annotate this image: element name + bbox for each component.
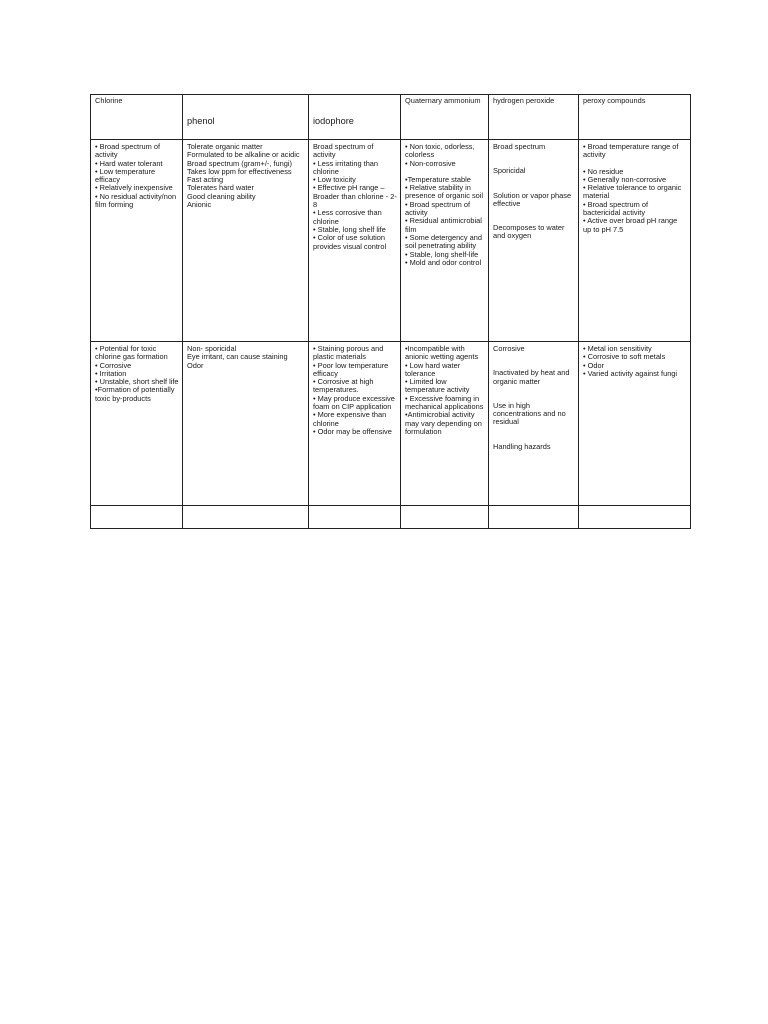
disadvantage-item: • Excessive foaming in mechanical applications: [405, 393, 484, 412]
disadvantage-item: Inactivated by heat and organic matter: [493, 368, 570, 386]
disadvantage-item: • Corrosive at high temperatures.: [313, 377, 374, 395]
disadvantage-item: • Corrosive: [95, 360, 132, 370]
disadvantages-cell: [579, 342, 691, 506]
disadvantage-item: • Metal ion sensitivity: [583, 344, 652, 353]
disadvantage-item: • Corrosive to soft metals: [583, 352, 666, 362]
disadvantage-item: • May produce excessive foam on CIP application: [313, 393, 395, 412]
advantage-item: • Residual antimicrobial film: [405, 216, 482, 234]
spacer: [493, 427, 575, 435]
disadvantage-item: • Odor may be offensive: [313, 426, 392, 436]
advantage-item: Broad spectrum (gram+/-, fungi): [187, 158, 292, 168]
disadvantage-item: • Potential for toxic chlorine gas formation: [95, 344, 168, 362]
disadvantage-item: Eye irritant, can cause staining: [187, 352, 288, 362]
advantage-item: • Broad spectrum of activity: [95, 142, 161, 160]
advantages-cell: [309, 140, 401, 342]
disadvantage-item: • Odor: [583, 360, 605, 370]
column-header: hydrogen peroxide: [493, 96, 555, 105]
advantage-item: • Broad spectrum of bactericidal activity: [583, 199, 649, 218]
advantage-item: • Hard water tolerant: [95, 158, 163, 168]
empty-cell: [91, 506, 183, 529]
advantage-item: • Non toxic, odorless, colorless: [405, 142, 475, 160]
advantages-row: [91, 140, 691, 342]
advantage-item: • Active over broad pH range up to pH 7.5: [583, 216, 678, 234]
disadvantages-cell: [183, 342, 309, 506]
advantages-cell: [579, 140, 691, 342]
disadvantage-item: • Limited low temperature activity: [405, 377, 470, 395]
column-header: phenol: [187, 116, 215, 126]
header-cell: [401, 95, 489, 140]
advantage-item: • Color of use solution provides visual control: [313, 233, 387, 251]
disadvantage-item: • Irritation: [95, 368, 127, 378]
disadvantage-item: •Incompatible with anionic wetting agents: [405, 344, 479, 362]
advantage-item: • Broad temperature range of activity: [583, 142, 679, 160]
empty-row: [91, 506, 691, 529]
spacer: [493, 353, 575, 361]
advantage-item: • Non-corrosive: [405, 158, 456, 168]
advantages-cell: [183, 140, 309, 342]
column-header: peroxy compounds: [583, 96, 646, 105]
disadvantage-item: • Poor low temperature efficacy: [313, 360, 389, 378]
disadvantages-cell: [91, 342, 183, 506]
disadvantage-item: • Varied activity against fungi: [583, 368, 678, 378]
spacer: [493, 208, 575, 216]
disadvantage-item: Use in high concentrations and no residual: [493, 400, 566, 427]
empty-cell: [183, 506, 309, 529]
disadvantages-cell: [309, 342, 401, 506]
empty-cell: [579, 506, 691, 529]
disadvantage-item: • More expensive than chlorine: [313, 410, 387, 428]
advantage-item: • Stable, long shelf-life: [405, 249, 479, 259]
advantage-item: Decomposes to water and oxygen: [493, 223, 565, 241]
advantage-item: Anionic: [187, 200, 212, 210]
advantage-item: Fast acting: [187, 175, 224, 185]
disadvantage-item: • Staining porous and plastic materials: [313, 344, 384, 362]
advantage-item: • Less corrosive than chlorine: [313, 208, 382, 226]
advantage-item: • No residual activity/non film forming: [95, 191, 177, 210]
disadvantage-item: •Formation of potentially toxic by-products: [95, 385, 175, 403]
advantage-item: • Broad spectrum of activity: [405, 199, 471, 218]
advantage-item: • Stable, long shelf life: [313, 224, 386, 234]
header-row: [91, 95, 691, 140]
advantage-item: • Low temperature efficacy: [95, 166, 156, 185]
empty-cell: [489, 506, 579, 529]
advantages-cell: [489, 140, 579, 342]
advantage-item: • Low toxicity: [313, 175, 356, 185]
advantage-item: • Less irritating than chlorine: [313, 158, 379, 176]
advantage-item: Tolerates hard water: [187, 183, 254, 193]
advantage-item: Takes low ppm for effectiveness: [187, 166, 292, 176]
disadvantage-item: Non- sporicidal: [187, 344, 237, 353]
disadvantage-item: • Unstable, short shelf life: [95, 377, 179, 387]
advantage-item: Broad spectrum: [493, 142, 546, 151]
disadvantage-item: Corrosive: [493, 344, 525, 353]
header-cell: [579, 95, 691, 140]
advantage-item: •Temperature stable: [405, 174, 471, 184]
header-cell: [309, 95, 401, 140]
advantages-cell: [401, 140, 489, 342]
column-header: Chlorine: [95, 96, 123, 105]
column-header: Quaternary ammonium: [405, 96, 481, 105]
header-cell: [489, 95, 579, 140]
disadvantages-cell: [489, 342, 579, 506]
advantage-item: • Relative stability in presence of organic soil: [405, 183, 484, 201]
advantage-item: Broad spectrum of activity: [313, 142, 374, 160]
header-cell: [183, 95, 309, 140]
empty-cell: [309, 506, 401, 529]
advantage-item: • Generally non-corrosive: [583, 174, 667, 184]
advantage-item: • Relative tolerance to organic material: [583, 183, 682, 201]
sanitizer-comparison-table: [90, 94, 691, 529]
disadvantage-item: Handling hazards: [493, 441, 551, 451]
disadvantage-item: •Antimicrobial activity may vary depending on formulation: [405, 410, 482, 436]
header-cell: [91, 95, 183, 140]
disadvantage-item: Odor: [187, 360, 204, 370]
advantage-item: • Mold and odor control: [405, 257, 482, 267]
disadvantages-cell: [401, 342, 489, 506]
advantage-item: Tolerate organic matter: [187, 142, 263, 151]
advantage-item: • Some detergency and soil penetrating ability: [405, 232, 482, 251]
spacer: [493, 176, 575, 184]
empty-cell: [401, 506, 489, 529]
disadvantages-row: [91, 342, 691, 506]
spacer: [493, 386, 575, 394]
advantage-item: Sporicidal: [493, 166, 526, 176]
spacer: [493, 151, 575, 159]
disadvantage-item: • Low hard water tolerance: [405, 360, 461, 378]
column-header: iodophore: [313, 116, 354, 126]
advantage-item: • No residue: [583, 166, 624, 176]
advantage-item: Solution or vapor phase effective: [493, 190, 572, 208]
advantage-item: Good cleaning ability: [187, 191, 256, 201]
advantage-item: • Effective pH range – Broader than chlorine - 2-8: [313, 183, 397, 210]
advantages-cell: [91, 140, 183, 342]
advantage-item: • Relatively inexpensive: [95, 183, 173, 193]
advantage-item: Formulated to be alkaline or acidic: [187, 150, 300, 160]
